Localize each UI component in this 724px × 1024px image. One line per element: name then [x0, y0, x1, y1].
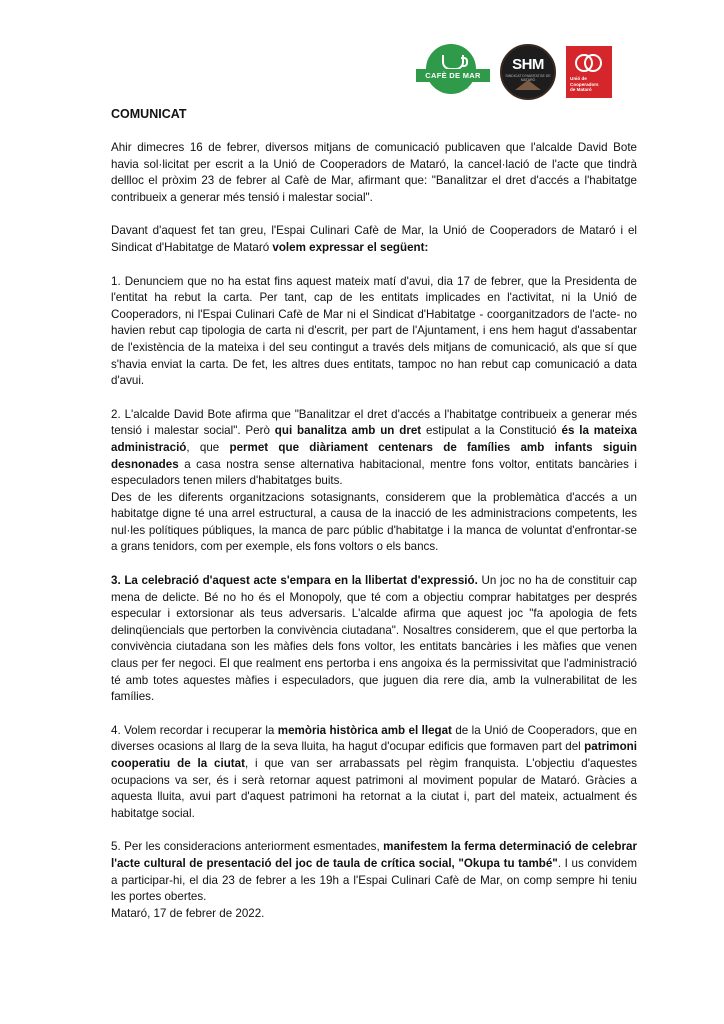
cafe-logo-subtitle: ESPAI CULINARI [437, 85, 469, 90]
unio-logo-name: Unió de Cooperadors de Mataró [570, 76, 599, 93]
cafe-logo-name: CAFÈ DE MAR [416, 69, 490, 82]
document-date: Mataró, 17 de febrer de 2022. [111, 906, 265, 920]
shm-logo-subtitle: SINDICAT D'HABITATGE DE MATARÓ [505, 74, 551, 82]
paragraph-point-3: 3. La celebració d'aquest acte s'empara en la llibertat d'expressió. Un joc no ha de constituir cap mena de delicte. Bé no ho és el Monopoly, que té com a objectiu comprar habitatges per després especular i extorsionar als teus adversaris. L'alcalde afirma que aquest joc "fa apologia de fets delinqüencials que pertorben la convivència ciutadana". Nosaltres considerem, que el que pertorba la convivència ciutadana son les màfies dels fons voltor, les entitats bancàries i les màfies que venen claus per fer negoci. El que realment ens pertorba i ens angoixa és la permissivitat que l'administració té amb totes aquestes màfies i especuladors, que juguen dia rere dia, amb la vulnerabilitat de les famílies. [111, 574, 637, 704]
paragraph-point-4: 4. Volem recordar i recuperar la memòria històrica amb el llegat de la Unió de Cooperadors, que en diverses ocasions al llarg de la seva lluita, ha hagut d'ocupar edificis que formaven part del patrimoni cooperatiu de la ciutat, i que van ser arrabassats pel règim franquista. L'objectiu d'aquestes ocupacions va ser, és i serà retornar aquest patrimoni al moviment popular de Mataró. Gràcies a aquesta lluita, avui part d'aquest patrimoni ha retornat a la ciutat i, part del mateix, actualment és habitatge social. [111, 723, 637, 820]
shm-logo [500, 44, 556, 100]
cup-handle-icon [461, 57, 468, 67]
ring-icon [584, 54, 602, 72]
shm-logo-name: SHM [512, 56, 544, 73]
unio-cooperadors-logo [566, 46, 612, 98]
paragraph-point-5: 5. Per les consideracions anteriorment esmentades, manifestem la ferma determinació de celebrar l'acte cultural de presentació del joc de taula de crítica social, "Okupa tu també". I us convidem a participar-hi, el dia 23 de febrer a les 19h a l'Espai Culinari Cafè de Mar, on comp sempre hi teniu les portes obertes. [111, 840, 637, 904]
document-title: COMUNICAT [111, 107, 187, 121]
cafe-de-mar-logo [416, 44, 490, 100]
header-logos [416, 44, 612, 100]
paragraph-point-1: 1. Denunciem que no ha estat fins aquest mateix matí d'avui, dia 17 de febrer, que la Presidenta de l'entitat ha rebut la carta. Per tant, cap de les entitats implicades en l'activitat, ni la Unió de Cooperadors, ni l'Espai Culinari Cafè de Mar ni el Sindicat d'Habitatge - coorganitzadors de l'acte- no havien rebut cap tipologia de carta ni d'escrit, per part de l'Ajuntament, i ens hem hagut d'assabentar de l'existència de la mateixa i del seu contingut a través dels mitjans de comunicació, als que sí que s'havia enviat la carta. De fet, les altres dues entitats, tampoc no han rebut cap comunicació a data d'avui. [111, 274, 637, 388]
paragraph-2: Davant d'aquest fet tan greu, l'Espai Culinari Cafè de Mar, la Unió de Cooperadors de Mataró i el Sindicat d'Habitatge de Mataró volem expressar el següent: [111, 224, 637, 254]
paragraph-point-2: 2. L'alcalde David Bote afirma que "Banalitzar el dret d'accés a l'habitatge contribueix a generar més tensió i malestar social". Però qui banalitza amb un dret estipulat a la Constitució és la mateixa administració, que permet que diàriament centenars de famílies amb infants siguin desnonades a casa nostra sense alternativa habitacional, mentre fons voltor, entitats bancàries i especuladors tenen milers d'habitatges buits. [111, 407, 637, 488]
house-roof-icon [515, 80, 541, 90]
document-body [111, 140, 637, 939]
paragraph-intro: Ahir dimecres 16 de febrer, diversos mitjans de comunicació publicaven que l'alcalde David Bote havia sol·licitat per escrit a la Unió de Cooperadors de Mataró, la cancel·lació de l'acte que tindrà dellloc el pròxim 23 de febrer al Cafè de Mar, afirmant que: "Banalitzar el dret d'accés a l'habitatge contribueix a generar més tensió i malestar social". [111, 141, 637, 204]
paragraph-point-2-continued: Des de les diferents organitzacions sotasignants, considerem que la problemàtica d'accés a un habitatge digne té una arrel estructural, a causa de la inacció de les administracions competents, les nul·les polítiques públiques, la manca de parc públic d'habitatge i la manca de voluntat d'enfrontar-se a grans tenidors, com per exemple, els fons voltors o els bancs. [111, 490, 637, 554]
